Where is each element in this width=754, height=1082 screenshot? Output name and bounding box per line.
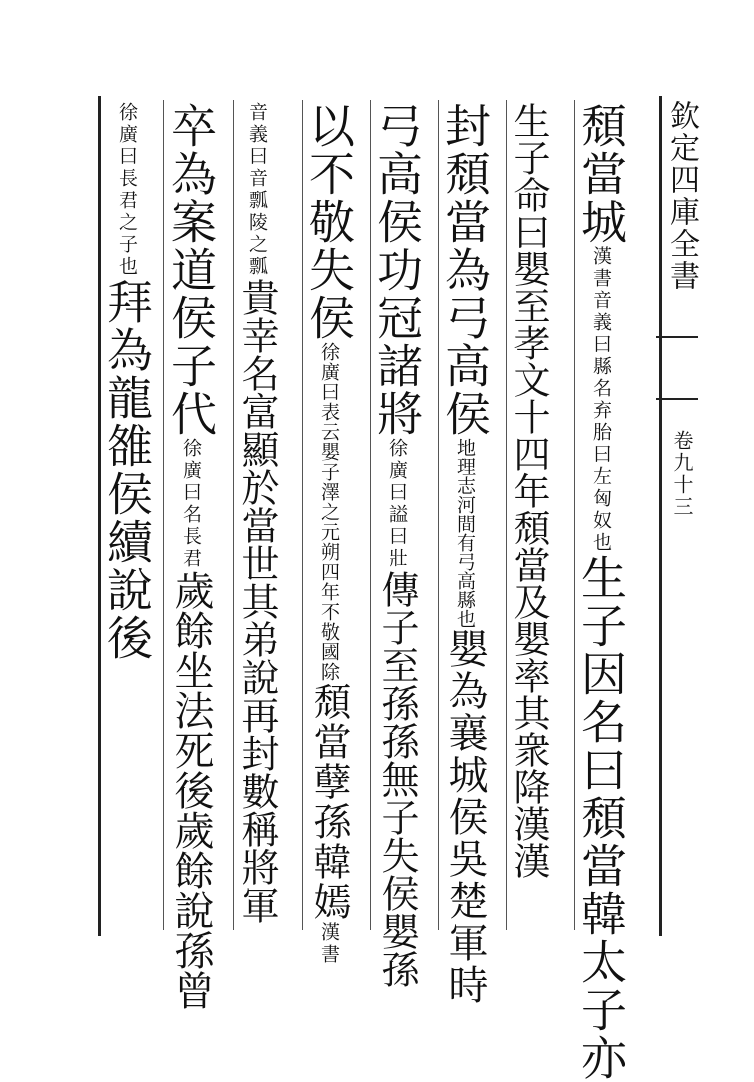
text-column-6	[235, 102, 279, 924]
main-text: 頹當孽孫韓嫣	[307, 682, 351, 922]
main-text: 歲餘坐法死後歲餘說孫曾	[168, 570, 214, 1010]
main-text: 頹當城	[574, 102, 628, 246]
main-text: 拜為龍雒侯續說後	[100, 278, 154, 662]
main-text: 生子命曰嬰至孝文十四年頹當及嬰率其衆降漢漢	[507, 102, 550, 879]
main-text: 封頹當為弓高侯	[438, 102, 492, 438]
text-column-8	[100, 102, 154, 662]
volume-label-margin: 卷九十三	[670, 430, 694, 518]
commentary-text: 徐廣曰名長君	[180, 438, 202, 570]
commentary-text: 音義曰音瓢陵之瓢	[246, 102, 268, 278]
main-text: 嬰為襄城侯吳楚軍時	[442, 628, 488, 1006]
text-column-1	[574, 102, 628, 1082]
main-text: 弓高侯功冠諸將	[370, 102, 424, 438]
commentary-text: 徐廣曰長君之子也	[116, 102, 138, 278]
text-column-3	[438, 102, 492, 1006]
commentary-text: 漢書	[318, 922, 340, 966]
main-text: 以不敬失侯	[302, 102, 356, 342]
commentary-text: 徐廣曰表云嬰子澤之元朔四年不敬國除	[318, 342, 340, 682]
main-text: 傳子至孫孫無子失侯嬰孫	[375, 570, 419, 988]
text-column-4	[370, 102, 424, 988]
main-text: 生子因名曰頹當韓太子亦	[574, 554, 628, 1082]
commentary-text: 漢書音義曰縣名弃胎曰左匈奴也	[590, 246, 612, 554]
commentary-text: 地理志河間有弓高縣也	[454, 438, 476, 628]
fishtail-mark-top	[656, 336, 698, 338]
fishtail-mark-bottom	[656, 398, 698, 400]
main-text: 貴幸名富顯於當世其弟說再封數稱將軍	[235, 278, 279, 924]
column-rule	[233, 100, 234, 930]
text-column-5	[302, 102, 356, 966]
text-column-7	[164, 102, 218, 1010]
main-text: 卒為案道侯子代	[164, 102, 218, 438]
commentary-text: 徐廣曰謚曰壯	[386, 438, 408, 570]
text-column-2	[507, 102, 550, 879]
book-title-margin: 欽定四庫全書	[664, 100, 699, 292]
